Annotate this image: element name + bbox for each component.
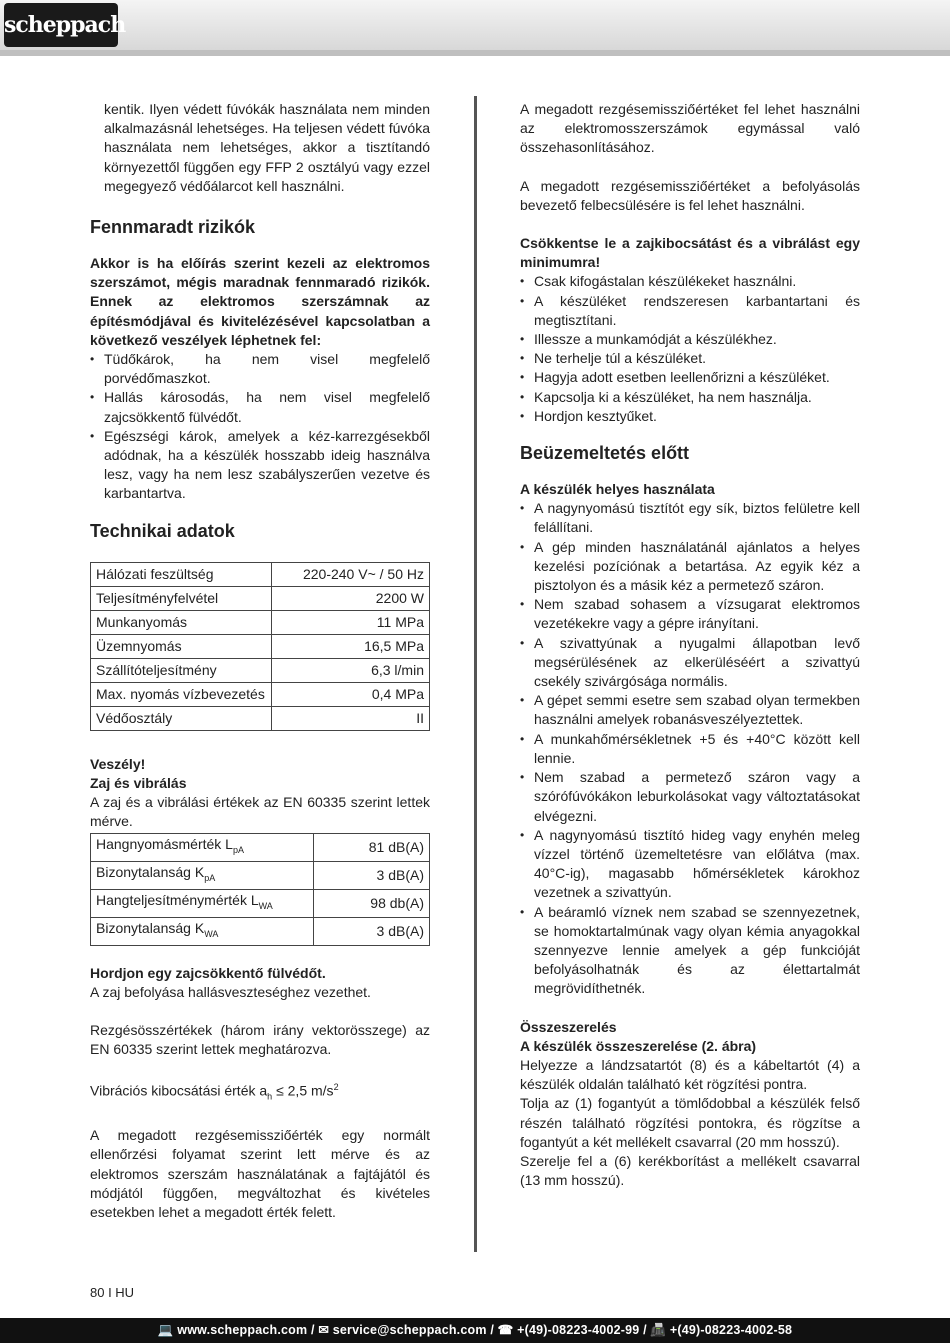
table-row (91, 890, 430, 918)
list-item: • A nagynyomású tisztítót egy sík, biztos felületre kell felállítani. (520, 499, 860, 537)
table-cell: 3 dB(A) (314, 917, 430, 945)
table-cell: Teljesítményfelvétel (91, 586, 272, 610)
table-row (91, 706, 430, 730)
table-cell (91, 834, 314, 862)
tech-table (90, 562, 430, 731)
reduce-list (520, 272, 860, 426)
ear-text: A zaj befolyása hallásveszteséghez vezethet. (90, 983, 371, 1000)
noise-sub: pA (204, 873, 216, 884)
table-cell: 0,4 MPa (272, 682, 430, 706)
table-cell: Védőosztály (91, 706, 272, 730)
table-row (91, 586, 430, 610)
ear-heading: Hordjon egy zajcsökkentő fülvédőt. (90, 964, 326, 981)
list-item: • Hallás károsodás, ha nem visel megfelelő zajcsökkentő fülvédőt. (90, 388, 430, 426)
tech-heading: Technikai adatok (90, 520, 235, 541)
page-header (0, 0, 950, 51)
table-row (91, 610, 430, 634)
usage-list (520, 499, 860, 998)
table-cell: 2200 W (272, 586, 430, 610)
table-cell: 6,3 l/min (272, 658, 430, 682)
list-item: • A beáramló víznek nem szabad se szennyezetnek, se homoktartalmúnak vagy olyan kémia anyagokkal szennyezve lennie amelyek a gép funkcióját befolyásolhatnák és az élettartalmát megrövidíthetnék. (520, 903, 860, 999)
table-cell (91, 890, 314, 918)
noise-label: Hangteljesítménymérték L (96, 892, 259, 909)
table-row (91, 658, 430, 682)
noise-sub: WA (258, 900, 273, 911)
list-item: • Nem szabad sohasem a vízsugarat elektromos vezetékekre vagy a gépre irányítani. (520, 595, 860, 633)
list-item: • A készüléket rendszeresen karbantartani és megtisztítani. (520, 292, 860, 330)
table-cell: 11 MPa (272, 610, 430, 634)
list-item: • A nagynyomású tisztító hideg vagy enyhén meleg vízzel történő üzemeltetésre van előlátva (max. 40°C-ig), magasabb hőmérsékletek károkhoz vezetnek a szivattyún. (520, 826, 860, 903)
table-cell: 220-240 V~ / 50 Hz (272, 562, 430, 586)
reduce-heading: Csökkentse le a zajkibocsátást és a vibrálást egy minimumra! (520, 235, 860, 271)
vib-sup: 2 (333, 1082, 339, 1093)
scheppach-logo: scheppach (4, 3, 118, 47)
noise-heading: Zaj és vibrálás (90, 774, 187, 791)
table-row (91, 862, 430, 890)
list-item: • Hordjon kesztyűket. (520, 407, 860, 426)
commissioning-heading: Beüzemeltetés előtt (520, 443, 690, 464)
table-cell: 98 db(A) (314, 890, 430, 918)
vib-pre: Vibrációs kibocsátási érték a (90, 1083, 268, 1100)
table-cell: Üzemnyomás (91, 634, 272, 658)
table-cell: Szállítóteljesítmény (91, 658, 272, 682)
page-number: 80 I HU (90, 1285, 135, 1300)
table-cell: 16,5 MPa (272, 634, 430, 658)
noise-label: Hangnyomásmérték L (96, 836, 233, 853)
vib-post: ≤ 2,5 m/s (272, 1083, 334, 1100)
list-item: • Egészségi károk, amelyek a kéz-karrezgésekből adódnak, ha a készülék hosszabb ideig használva lesz, vagy ha nem lesz szabályszerűen vezetve és karbantartva. (90, 427, 430, 504)
noise-table (90, 833, 430, 945)
table-row (91, 834, 430, 862)
danger-label: Veszély! (90, 755, 146, 772)
list-item: • Illessze a munkamódját a készülékhez. (520, 330, 860, 349)
noise-label: Bizonytalanság K (96, 919, 205, 936)
table-cell: Munkanyomás (91, 610, 272, 634)
assembly-subheading: A készülék összeszerelése (2. ábra) (520, 1037, 757, 1054)
noise-intro: A zaj és a vibrálási értékek az EN 60335 szerint lettek mérve. (90, 794, 430, 830)
table-cell: Hálózati feszültség (91, 562, 272, 586)
assembly-paragraph-2: Tolja az (1) fogantyút a tömlődobbal a készülék felső részén található rögzítési pontokra, és rögzítse a fogantyút a két mellékelt csavarral (20 mm hosszú). (520, 1095, 860, 1150)
table-cell: Max. nyomás vízbevezetés (91, 682, 272, 706)
column-divider (474, 96, 477, 1252)
list-item: • Tüdőkárok, ha nem visel megfelelő porvédőmaszkot. (90, 350, 430, 388)
right-paragraph-1: A megadott rezgésemissziőértéket fel lehet használni az elektromosszerszámok egymással való összehasonlításához. (520, 101, 860, 156)
table-row (91, 917, 430, 945)
list-item: • A munkahőmérsékletnek +5 és +40°C között kell lennie. (520, 730, 860, 768)
table-row (91, 562, 430, 586)
vibration-value (90, 1078, 430, 1107)
table-row (91, 682, 430, 706)
noise-label: Bizonytalanság K (96, 864, 205, 881)
table-cell (91, 917, 314, 945)
noise-sub: WA (204, 928, 219, 939)
list-item: • Ne terhelje túl a készüléket. (520, 349, 860, 368)
usage-heading: A készülék helyes használata (520, 481, 715, 498)
right-paragraph-2: A megadott rezgésemissziőértéket a befolyásolás bevezető felbecsülésére is fel lehet használni. (520, 177, 860, 213)
table-cell (91, 862, 314, 890)
noise-sub: pA (232, 845, 244, 856)
risks-heading: Fennmaradt rizikók (90, 217, 256, 238)
list-item: • Kapcsolja ki a készüléket, ha nem használja. (520, 388, 860, 407)
table-cell: 3 dB(A) (314, 862, 430, 890)
assembly-paragraph-1: Helyezze a lándzsatartót (8) és a kábeltartót (4) a készülék oldalán található két rögzítési pontra. (520, 1056, 860, 1093)
header-band (0, 50, 950, 56)
list-item: • Hagyja adott esetben leellenőrizni a készüléket. (520, 368, 860, 387)
table-cell: II (272, 706, 430, 730)
list-item: • A gép minden használatánál ajánlatos a helyes kezelési pozíciónak a betartása. Az egyik kéz a pisztolyon és a másik kéz a permetező száron. (520, 538, 860, 596)
risks-intro: Akkor is ha előírás szerint kezeli az elektromos szerszámot, mégis maradnak fennmaradó rizikók. Ennek az elektromos szerszámnak az építésmódjával és kivitelézésével kapcsolatban a következő veszélyek léphetnek fel: (90, 255, 430, 348)
risks-list (90, 350, 430, 504)
vibration-note: A megadott rezgésemissziőérték egy normált ellenőrzési folyamat szerint lett mérve és az elektromos szerszám használatának a fajtájától és módjától függően, megváltozhat és kivételes esetekben lehet a megadott érték felett. (90, 1127, 430, 1220)
assembly-paragraph-3: Szerelje fel a (6) kerékborítást a mellékelt csavarral (13 mm hosszú). (520, 1152, 860, 1189)
vibration-total: Rezgésösszértékek (három irány vektorösszege) az EN 60335 szerint lettek meghatározva. (90, 1022, 430, 1058)
list-item: • Nem szabad a permetező száron vagy a szórófúvókákon leburkolásokat vagy változtatásokat elvégezni. (520, 768, 860, 826)
table-cell: 81 dB(A) (314, 834, 430, 862)
list-item: • A szivattyúnak a nyugalmi állapotban levő megsérülésének az elkerüléséért a szivattyú csekély szivárgósága normális. (520, 634, 860, 692)
intro-paragraph: kentik. Ilyen védett fúvókák használata nem minden alkalmazásnál lehetséges. Ha teljesen védett fúvóka használata nem lehetséges, akkor a tisztítandó környezettől függően egy FFP 2 osztályú vagy ezzel megegyező védőálarcot kell használni. (104, 101, 430, 194)
table-row (91, 634, 430, 658)
list-item: • A gépet semmi esetre sem szabad olyan termekben használni amelyek robanásveszélyeztettek. (520, 691, 860, 729)
left-column (90, 100, 430, 1222)
assembly-heading: Összeszerelés (520, 1018, 617, 1035)
list-item: • Csak kifogástalan készülékeket használni. (520, 272, 860, 291)
vib-sub: h (267, 1091, 273, 1102)
right-column (520, 100, 860, 1190)
footer-contact-bar: 💻 www.scheppach.com / ✉ service@scheppach.com / ☎ +(49)-08223-4002-99 / 📠 +(49)-08223-4002-58 (0, 1318, 950, 1343)
